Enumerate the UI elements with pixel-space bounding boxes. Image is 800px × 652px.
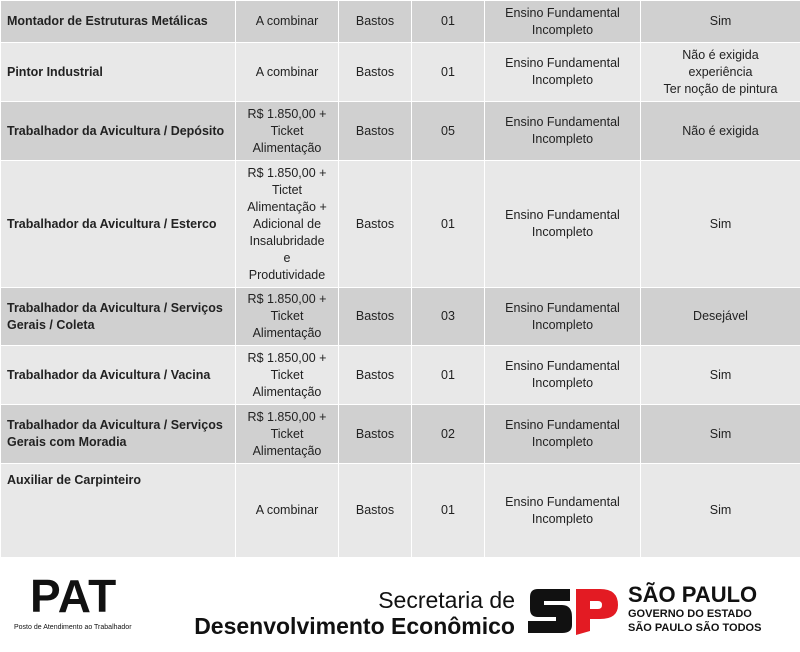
secretaria-name	[194, 587, 515, 639]
job-city: Bastos	[339, 102, 412, 161]
job-vacancies: 01	[412, 464, 485, 558]
job-salary: R$ 1.850,00 + Ticket Alimentação	[236, 405, 339, 464]
job-education: Ensino Fundamental Incompleto	[485, 161, 641, 288]
job-education: Ensino Fundamental Incompleto	[485, 1, 641, 43]
job-experience: Sim	[641, 1, 800, 43]
job-experience: Sim	[641, 464, 800, 558]
job-vacancies: 01	[412, 161, 485, 288]
job-row	[1, 288, 800, 346]
job-title: Trabalhador da Avicultura / Depósito	[1, 102, 236, 161]
sp-logo-p-shape	[576, 589, 618, 635]
job-title: Trabalhador da Avicultura / Vacina	[1, 346, 236, 405]
job-experience: Desejável	[641, 288, 800, 346]
job-salary: R$ 1.850,00 + Tictet Alimentação + Adicional de Insalubridade e Produtividade	[236, 161, 339, 288]
job-salary: A combinar	[236, 464, 339, 558]
footer-banner	[0, 559, 800, 652]
job-city: Bastos	[339, 161, 412, 288]
job-city: Bastos	[339, 288, 412, 346]
job-city: Bastos	[339, 1, 412, 43]
job-experience: Sim	[641, 405, 800, 464]
job-row	[1, 464, 800, 558]
governo-do-estado-text: GOVERNO DO ESTADO	[628, 608, 752, 620]
job-salary: R$ 1.850,00 + Ticket Alimentação	[236, 288, 339, 346]
job-title: Auxiliar de Carpinteiro	[1, 464, 236, 558]
job-vacancies: 02	[412, 405, 485, 464]
sp-logo-s-shape	[528, 589, 572, 633]
job-experience: Não é exigida experiência Ter noção de pintura	[641, 43, 800, 102]
job-vacancies: 01	[412, 43, 485, 102]
job-city: Bastos	[339, 405, 412, 464]
secretaria-line2: Desenvolvimento Econômico	[194, 613, 515, 639]
pat-subtitle: Posto de Atendimento ao Trabalhador	[14, 624, 132, 631]
job-vacancies: 01	[412, 1, 485, 43]
job-city: Bastos	[339, 346, 412, 405]
job-salary: R$ 1.850,00 + Ticket Alimentação	[236, 102, 339, 161]
job-row	[1, 161, 800, 288]
job-salary: A combinar	[236, 43, 339, 102]
job-salary: R$ 1.850,00 + Ticket Alimentação	[236, 346, 339, 405]
job-row	[1, 405, 800, 464]
job-vacancies: 03	[412, 288, 485, 346]
job-city: Bastos	[339, 43, 412, 102]
job-row	[1, 43, 800, 102]
job-education: Ensino Fundamental Incompleto	[485, 464, 641, 558]
job-city: Bastos	[339, 464, 412, 558]
pat-logo	[14, 570, 154, 631]
job-title: Pintor Industrial	[1, 43, 236, 102]
job-education: Ensino Fundamental Incompleto	[485, 102, 641, 161]
job-vacancies: 01	[412, 346, 485, 405]
job-experience: Sim	[641, 346, 800, 405]
job-row	[1, 1, 800, 43]
sao-paulo-government-logo	[628, 583, 761, 635]
sao-paulo-slogan: SÃO PAULO SÃO TODOS	[628, 622, 762, 634]
sao-paulo-title: SÃO PAULO	[628, 582, 758, 607]
pat-logo-text: PAT	[30, 570, 117, 622]
job-vacancies: 05	[412, 102, 485, 161]
job-title: Trabalhador da Avicultura / Esterco	[1, 161, 236, 288]
job-experience: Sim	[641, 161, 800, 288]
secretaria-line1: Secretaria de	[378, 587, 515, 613]
job-education: Ensino Fundamental Incompleto	[485, 346, 641, 405]
job-row	[1, 102, 800, 161]
job-title: Trabalhador da Avicultura / Serviços Gerais com Moradia	[1, 405, 236, 464]
job-salary: A combinar	[236, 1, 339, 43]
job-education: Ensino Fundamental Incompleto	[485, 43, 641, 102]
job-education: Ensino Fundamental Incompleto	[485, 405, 641, 464]
job-title: Trabalhador da Avicultura / Serviços Gerais / Coleta	[1, 288, 236, 346]
job-title: Montador de Estruturas Metálicas	[1, 1, 236, 43]
job-row	[1, 346, 800, 405]
job-education: Ensino Fundamental Incompleto	[485, 288, 641, 346]
sao-paulo-sp-logo-icon	[526, 587, 620, 635]
job-experience: Não é exigida	[641, 102, 800, 161]
